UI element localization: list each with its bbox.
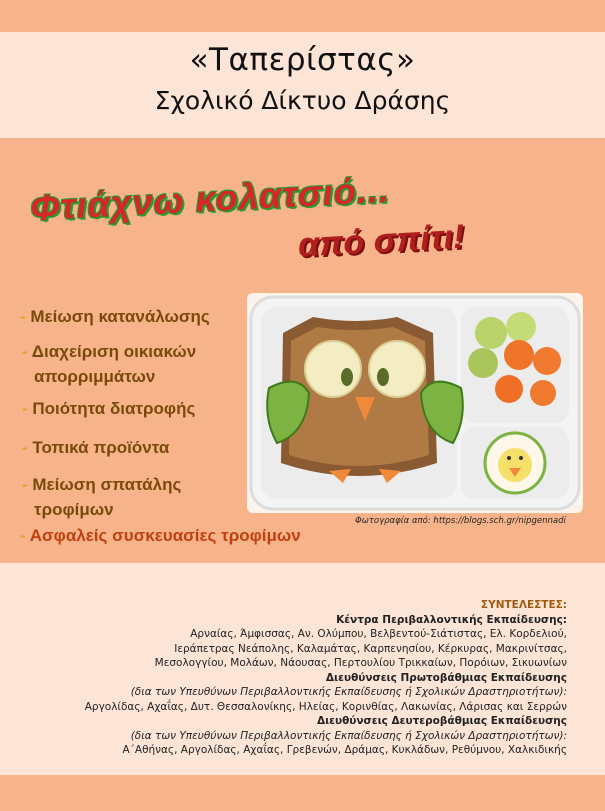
topic-item-continued: [34, 499, 114, 521]
secondary-title: Διευθύνσεις Δευτεροβάθμιας Εκπαίδευσης: [316, 715, 567, 727]
slogan-line-2: από σπίτι!: [297, 217, 466, 265]
top-band: [0, 0, 605, 32]
bottom-band: [0, 775, 605, 811]
topic-item: - Ασφαλείς συσκευασίες τροφίμων: [20, 526, 301, 545]
centers-line: Αρναίας, Άμφισσας, Αν. Ολύμπου, Βελβεντού-Σιάτιστας, Ελ. Κορδελιού,: [190, 628, 567, 640]
topic-item: - Μείωση σπατάλης: [22, 475, 182, 494]
topic-label: Μείωση σπατάλης: [32, 475, 182, 494]
secondary-note: (δια των Υπευθύνων Περιβαλλοντικής Εκπαίδευσης ή Σχολικών Δραστηριοτήτων):: [130, 729, 567, 742]
lunchbox-photo: [247, 293, 583, 513]
secondary-list: Α΄Αθήνας, Αργολίδας, Αχαΐας, Γρεβενών, Δράμας, Κυκλάδων, Ρεθύμνου, Χαλκιδικής: [122, 744, 567, 756]
topic-label: Τοπικά προϊόντα: [32, 438, 170, 457]
topic-label: τροφίμων: [34, 500, 114, 519]
topic-item: - Μείωση κατανάλωσης: [20, 307, 210, 326]
page-subtitle: Σχολικό Δίκτυο Δράσης: [154, 86, 451, 115]
topic-item: - Ποιότητα διατροφής: [22, 399, 196, 418]
centers-title: Κέντρα Περιβαλλοντικής Εκπαίδευσης:: [336, 613, 567, 626]
slogan-line-1: Φτιάχνω κολατσιό...: [29, 168, 391, 229]
topic-item-continued: [34, 366, 155, 388]
topic-label: Μείωση κατανάλωσης: [30, 307, 210, 326]
centers-line: Μεσολογγίου, Μολάων, Νάουσας, Περτουλίου Τρικκαίων, Πορόιων, Σικυωνίων: [154, 657, 567, 669]
primary-title: Διευθύνσεις Πρωτοβάθμιας Εκπαίδευσης: [325, 671, 567, 684]
topic-label: Ασφαλείς συσκευασίες τροφίμων: [29, 526, 301, 545]
page-title: «Ταπερίστας»: [189, 42, 416, 78]
centers-line: Ιεράπετρας Νεάπολης, Καλαμάτας, Καρπενησίου, Κέρκυρας, Μακρινίτσας,: [174, 642, 567, 655]
topic-label: Ποιότητα διατροφής: [32, 399, 196, 418]
credits-heading: ΣΥΝΤΕΛΕΣΤΕΣ:: [480, 599, 567, 611]
header-panel: [0, 32, 605, 138]
owl-sandwich-illustration: [247, 293, 583, 513]
credits-block: [85, 598, 567, 758]
topic-item: - Διαχείριση οικιακών: [22, 342, 197, 361]
primary-note: (δια των Υπευθύνων Περιβαλλοντικής Εκπαίδευσης ή Σχολικών Δραστηριοτήτων):: [130, 686, 567, 698]
primary-list: Αργολίδας, Αχαΐας, Δυτ. Θεσσαλονίκης, Ηλείας, Κορινθίας, Λακωνίας, Λάρισας και Σερρών: [84, 700, 567, 713]
photo-caption: Φωτογραφία από: https://blogs.sch.gr/nipgennadi: [355, 516, 566, 526]
topic-item: - Τοπικά προϊόντα: [22, 438, 170, 457]
topic-label: απορριμμάτων: [34, 367, 156, 386]
topic-label: Διαχείριση οικιακών: [31, 342, 197, 361]
